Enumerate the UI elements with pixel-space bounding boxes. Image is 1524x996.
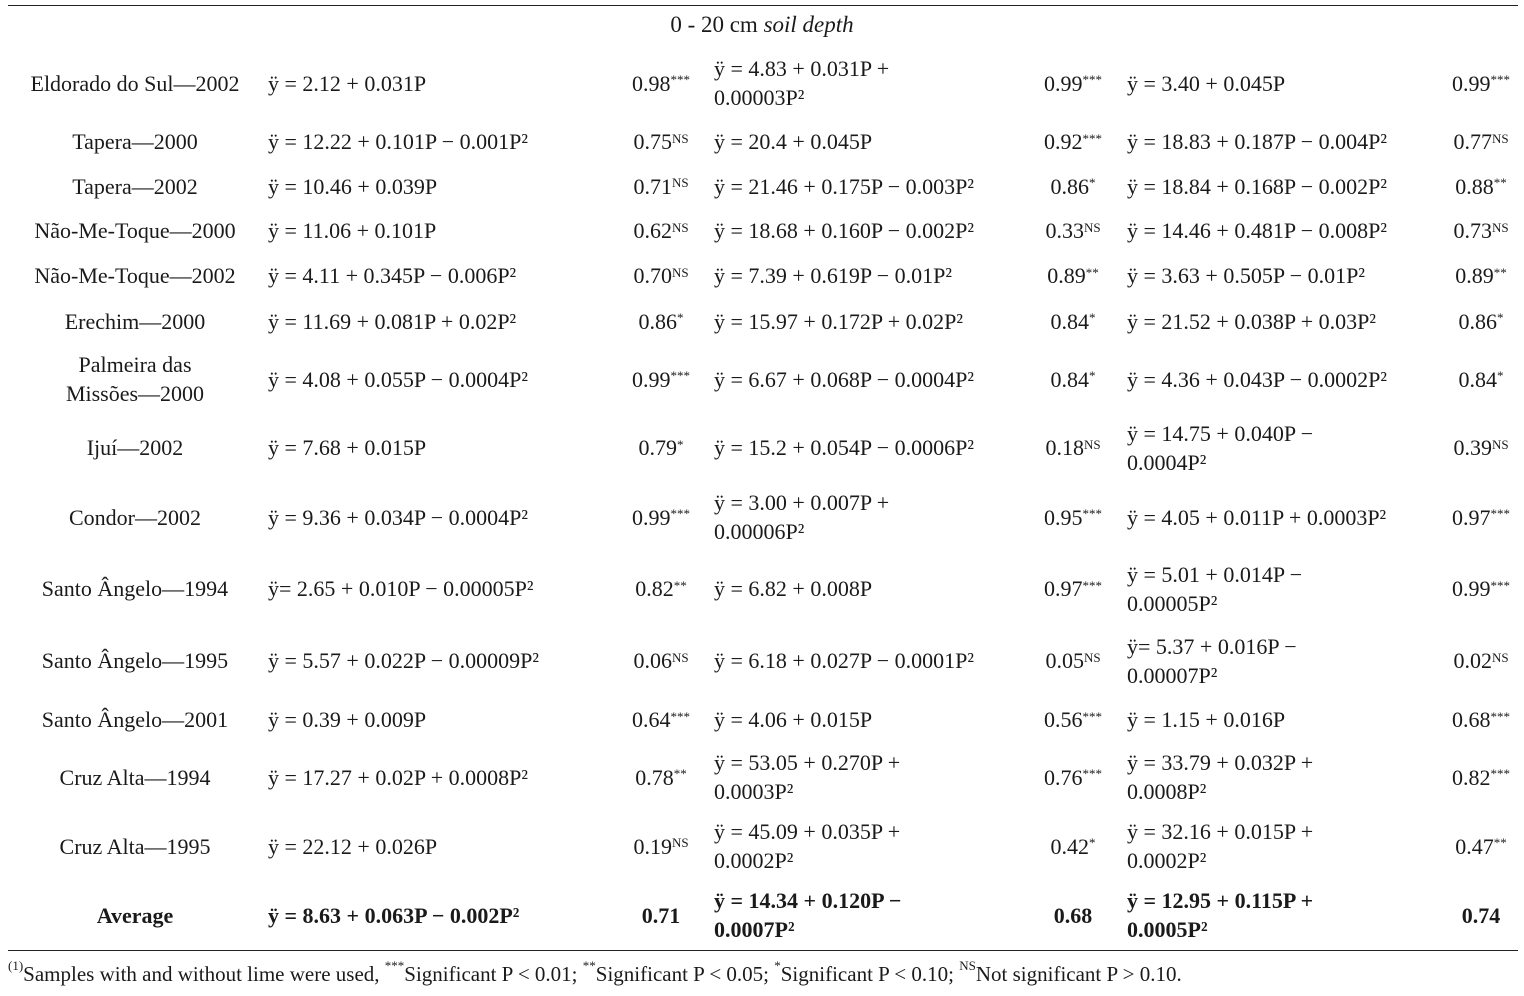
site-year-cell: [12, 880, 258, 950]
equation-cell-3: [1127, 624, 1439, 697]
significance-marker: **: [1493, 835, 1507, 850]
regression-equation: ÿ = 53.05 + 0.270P + 0.0003P²: [714, 750, 901, 804]
r2-value: 0.86: [638, 308, 677, 334]
equation-cell-1: [268, 164, 608, 208]
regression-equation: ÿ = 0.39 + 0.009P: [268, 707, 427, 732]
equation-cell-2: [714, 812, 1034, 880]
r2-cell-1: [612, 742, 710, 812]
r2-value: 0.71: [641, 902, 681, 928]
r2-cell-3: [1432, 253, 1524, 298]
site-year-label: Palmeira das Missões—2000: [65, 352, 205, 406]
regression-equation: ÿ = 22.12 + 0.026P: [268, 833, 438, 859]
significance-marker: ***: [670, 368, 690, 383]
table-row: [0, 812, 1524, 880]
regression-equation: ÿ = 2.12 + 0.031P: [268, 70, 427, 96]
regression-equation: ÿ = 21.52 + 0.038P + 0.03P²: [1127, 308, 1376, 334]
significance-marker: NS: [671, 835, 689, 850]
r2-cell-2: [1024, 742, 1122, 812]
r2-cell-3: [1432, 54, 1524, 112]
r2-cell-3: [1432, 164, 1524, 208]
significance-marker: ***: [670, 506, 690, 521]
regression-equation: ÿ = 14.34 + 0.120P − 0.0007P²: [714, 888, 902, 942]
regression-equation: ÿ = 18.68 + 0.160P − 0.002P²: [714, 218, 974, 243]
r2-value: 0.02: [1453, 648, 1492, 673]
r2-cell-1: [612, 697, 710, 742]
site-year-label: Cruz Alta—1995: [59, 833, 211, 859]
r2-cell-3: [1432, 298, 1524, 344]
r2-value: 0.73: [1453, 218, 1492, 243]
r2-value: 0.99: [1452, 576, 1491, 601]
site-year-cell: [12, 164, 258, 208]
r2-value: 0.98: [632, 70, 671, 96]
table-row: [0, 880, 1524, 950]
site-year-cell: [12, 697, 258, 742]
regression-equation: ÿ = 18.83 + 0.187P − 0.004P²: [1127, 129, 1387, 154]
regression-equation: ÿ = 15.2 + 0.054P − 0.0006P²: [714, 435, 974, 460]
significance-marker: ***: [1490, 708, 1510, 724]
significance-marker: **: [673, 577, 687, 593]
regression-equation: ÿ = 12.22 + 0.101P − 0.001P²: [268, 129, 528, 154]
regression-equation: ÿ = 21.46 + 0.175P − 0.003P²: [714, 173, 974, 199]
significance-marker: NS: [671, 130, 689, 146]
site-year-cell: [12, 624, 258, 697]
table-row: [0, 414, 1524, 481]
equation-cell-1: [268, 742, 608, 812]
r2-cell-1: [612, 54, 710, 112]
regression-equation: ÿ = 3.40 + 0.045P: [1127, 70, 1286, 96]
r2-value: 0.56: [1044, 707, 1083, 732]
significance-marker: *: [1497, 368, 1504, 383]
site-year-cell: [12, 481, 258, 553]
r2-value: 0.33: [1045, 218, 1084, 243]
footnote-marker: (1): [8, 958, 24, 973]
r2-cell-1: [612, 624, 710, 697]
table-row: [0, 54, 1524, 112]
significance-marker: *: [1089, 368, 1096, 383]
equation-cell-1: [268, 812, 608, 880]
table-row: [0, 742, 1524, 812]
significance-marker: ***: [1490, 766, 1510, 781]
significance-marker: NS: [1083, 219, 1101, 235]
r2-value: 0.99: [1044, 70, 1083, 96]
r2-value: 0.68: [1452, 707, 1491, 732]
r2-cell-1: [612, 119, 710, 164]
significance-marker: ***: [1490, 577, 1510, 593]
r2-cell-2: [1024, 812, 1122, 880]
significance-marker: *: [1089, 835, 1096, 850]
significance-marker: **: [1085, 264, 1099, 280]
r2-cell-1: [612, 553, 710, 624]
site-year-label: Tapera—2000: [72, 129, 198, 154]
table-header: [0, 8, 1524, 42]
equation-cell-2: [714, 253, 1034, 298]
regression-equation: ÿ= 2.65 + 0.010P − 0.00005P²: [268, 576, 534, 601]
r2-value: 0.92: [1044, 129, 1083, 154]
site-year-label: Ijuí—2002: [86, 435, 184, 460]
regression-equation: ÿ = 3.00 + 0.007P + 0.00006P²: [714, 490, 890, 544]
equation-cell-3: [1127, 880, 1439, 950]
header-soil-depth: soil depth: [763, 12, 854, 37]
significance-marker: ***: [1490, 72, 1510, 87]
equation-cell-1: [268, 344, 608, 414]
r2-value: 0.77: [1453, 129, 1492, 154]
r2-value: 0.05: [1045, 648, 1084, 673]
footnote-sig-3: *: [774, 958, 781, 973]
table-row: [0, 481, 1524, 553]
equation-cell-2: [714, 553, 1034, 624]
equation-cell-3: [1127, 481, 1439, 553]
r2-value: 0.18: [1045, 435, 1084, 460]
r2-value: 0.84: [1050, 366, 1089, 392]
significance-marker: NS: [1083, 436, 1101, 452]
r2-value: 0.42: [1050, 833, 1089, 859]
significance-marker: NS: [671, 175, 689, 190]
r2-value: 0.89: [1047, 263, 1086, 288]
significance-marker: *: [1497, 310, 1504, 325]
site-year-cell: [12, 553, 258, 624]
r2-value: 0.64: [632, 707, 671, 732]
significance-marker: ***: [1490, 506, 1510, 521]
regression-equation: ÿ = 18.84 + 0.168P − 0.002P²: [1127, 173, 1387, 199]
site-year-cell: [12, 812, 258, 880]
significance-marker: NS: [1491, 436, 1509, 452]
regression-equation: ÿ = 9.36 + 0.034P − 0.0004P²: [268, 504, 528, 530]
r2-cell-2: [1024, 253, 1122, 298]
r2-value: 0.89: [1455, 263, 1494, 288]
site-year-cell: [12, 742, 258, 812]
significance-marker: ***: [670, 708, 690, 724]
site-year-label: Santo Ângelo—1994: [41, 576, 229, 601]
r2-cell-1: [612, 164, 710, 208]
r2-value: 0.82: [635, 576, 674, 601]
equation-cell-2: [714, 54, 1034, 112]
equation-cell-2: [714, 624, 1034, 697]
r2-cell-2: [1024, 624, 1122, 697]
regression-equation: ÿ = 6.67 + 0.068P − 0.0004P²: [714, 366, 974, 392]
site-year-cell: [12, 298, 258, 344]
site-year-cell: [12, 54, 258, 112]
regression-equation: ÿ = 10.46 + 0.039P: [268, 173, 438, 199]
regression-equation: ÿ = 20.4 + 0.045P: [714, 129, 873, 154]
site-year-label: Eldorado do Sul—2002: [30, 70, 240, 96]
r2-cell-1: [612, 208, 710, 253]
r2-value: 0.99: [632, 366, 671, 392]
r2-value: 0.84: [1458, 366, 1497, 392]
r2-cell-3: [1432, 414, 1524, 481]
significance-marker: ***: [1082, 72, 1102, 87]
regression-equation: ÿ = 7.39 + 0.619P − 0.01P²: [714, 263, 952, 288]
r2-cell-3: [1432, 553, 1524, 624]
regression-equation: ÿ = 8.63 + 0.063P − 0.002P²: [268, 902, 520, 928]
equation-cell-2: [714, 208, 1034, 253]
r2-cell-1: [612, 414, 710, 481]
r2-value: 0.86: [1458, 308, 1497, 334]
significance-marker: *: [1089, 175, 1096, 190]
regression-equation: ÿ = 32.16 + 0.015P + 0.0002P²: [1127, 819, 1314, 873]
site-year-cell: [12, 414, 258, 481]
site-year-label: Santo Ângelo—1995: [41, 648, 229, 673]
equation-cell-1: [268, 481, 608, 553]
table-row: [0, 208, 1524, 253]
significance-marker: ***: [670, 72, 690, 87]
r2-value: 0.99: [632, 504, 671, 530]
site-year-cell: [12, 208, 258, 253]
equation-cell-3: [1127, 164, 1439, 208]
r2-value: 0.99: [1452, 70, 1491, 96]
equation-cell-2: [714, 481, 1034, 553]
significance-marker: **: [1493, 175, 1507, 190]
r2-cell-2: [1024, 54, 1122, 112]
site-year-label: Erechim—2000: [64, 308, 206, 334]
equation-cell-2: [714, 119, 1034, 164]
equation-cell-3: [1127, 298, 1439, 344]
regression-equation: ÿ = 15.97 + 0.172P + 0.02P²: [714, 308, 963, 334]
equation-cell-2: [714, 742, 1034, 812]
equation-cell-3: [1127, 742, 1439, 812]
significance-marker: NS: [1491, 130, 1509, 146]
equation-cell-1: [268, 880, 608, 950]
r2-cell-3: [1432, 481, 1524, 553]
equation-cell-1: [268, 119, 608, 164]
regression-equation: ÿ = 45.09 + 0.035P + 0.0002P²: [714, 819, 901, 873]
footnote-text-5: Not significant P > 0.10.: [975, 962, 1182, 986]
r2-cell-1: [612, 880, 710, 950]
regression-equation: ÿ = 17.27 + 0.02P + 0.0008P²: [268, 764, 528, 790]
regression-equation: ÿ = 7.68 + 0.015P: [268, 435, 427, 460]
footnote-text-1: Samples with and without lime were used,: [23, 962, 385, 986]
regression-equation: ÿ= 5.37 + 0.016P − 0.00007P²: [1127, 633, 1297, 688]
regression-equation: ÿ = 4.36 + 0.043P − 0.0002P²: [1127, 366, 1387, 392]
equation-cell-3: [1127, 414, 1439, 481]
r2-cell-1: [612, 344, 710, 414]
r2-value: 0.39: [1453, 435, 1492, 460]
footnote: [8, 958, 1182, 990]
equation-cell-2: [714, 344, 1034, 414]
footnote-text-4: Significant P < 0.10;: [780, 962, 960, 986]
table-row: [0, 553, 1524, 624]
r2-value: 0.74: [1461, 902, 1501, 928]
table-row: [0, 697, 1524, 742]
site-year-label: Tapera—2002: [72, 173, 198, 199]
footnote-sig-2: **: [582, 958, 596, 973]
r2-cell-3: [1432, 812, 1524, 880]
r2-cell-3: [1432, 880, 1524, 950]
regression-equation: ÿ = 3.63 + 0.505P − 0.01P²: [1127, 263, 1365, 288]
r2-value: 0.19: [633, 833, 672, 859]
equation-cell-3: [1127, 119, 1439, 164]
r2-cell-3: [1432, 697, 1524, 742]
r2-cell-3: [1432, 119, 1524, 164]
equation-cell-3: [1127, 344, 1439, 414]
r2-cell-1: [612, 298, 710, 344]
significance-marker: NS: [671, 649, 689, 665]
regression-equation: ÿ = 12.95 + 0.115P + 0.0005P²: [1127, 888, 1314, 942]
significance-marker: **: [1493, 264, 1507, 280]
regression-equation: ÿ = 14.46 + 0.481P − 0.008P²: [1127, 218, 1387, 243]
r2-cell-3: [1432, 344, 1524, 414]
equation-cell-1: [268, 298, 608, 344]
site-year-label: Cruz Alta—1994: [59, 764, 211, 790]
regression-equation: ÿ = 4.11 + 0.345P − 0.006P²: [268, 263, 517, 288]
table-row: [0, 253, 1524, 298]
significance-marker: NS: [1491, 219, 1509, 235]
r2-cell-1: [612, 253, 710, 298]
regression-equation: ÿ = 4.08 + 0.055P − 0.0004P²: [268, 366, 528, 392]
footnote-sig-4: NS: [959, 958, 976, 973]
r2-value: 0.79: [638, 435, 677, 460]
r2-cell-1: [612, 481, 710, 553]
site-year-label: Não-Me-Toque—2000: [34, 218, 236, 243]
equation-cell-1: [268, 697, 608, 742]
regression-equation: ÿ = 14.75 + 0.040P − 0.0004P²: [1127, 420, 1314, 475]
equation-cell-1: [268, 208, 608, 253]
r2-value: 0.86: [1050, 173, 1089, 199]
regression-equation: ÿ = 4.83 + 0.031P + 0.00003P²: [714, 56, 890, 110]
footnote-sig-1: ***: [384, 958, 405, 973]
header-depth: 0 - 20 cm: [670, 12, 758, 37]
equation-cell-2: [714, 880, 1034, 950]
regression-equation: ÿ = 6.18 + 0.027P − 0.0001P²: [714, 648, 974, 673]
r2-value: 0.71: [633, 173, 672, 199]
table-row: [0, 344, 1524, 414]
footnote-text-3: Significant P < 0.05;: [595, 962, 775, 986]
significance-marker: *: [677, 436, 684, 452]
r2-cell-2: [1024, 414, 1122, 481]
r2-value: 0.82: [1452, 764, 1491, 790]
r2-cell-2: [1024, 697, 1122, 742]
site-year-cell: [12, 344, 258, 414]
equation-cell-2: [714, 164, 1034, 208]
r2-value: 0.75: [633, 129, 672, 154]
r2-cell-3: [1432, 624, 1524, 697]
equation-cell-3: [1127, 54, 1439, 112]
r2-cell-2: [1024, 208, 1122, 253]
r2-value: 0.78: [635, 764, 674, 790]
r2-value: 0.68: [1053, 902, 1093, 928]
equation-cell-2: [714, 414, 1034, 481]
significance-marker: ***: [1082, 506, 1102, 521]
table-top-rule: [8, 5, 1518, 6]
significance-marker: *: [677, 310, 684, 325]
equation-cell-1: [268, 624, 608, 697]
equation-cell-1: [268, 253, 608, 298]
regression-equation: ÿ = 11.69 + 0.081P + 0.02P²: [268, 308, 517, 334]
equation-cell-2: [714, 697, 1034, 742]
r2-value: 0.70: [633, 263, 672, 288]
equation-cell-2: [714, 298, 1034, 344]
r2-cell-3: [1432, 742, 1524, 812]
site-year-label: Average: [96, 902, 174, 928]
significance-marker: NS: [1083, 649, 1101, 665]
r2-cell-2: [1024, 880, 1122, 950]
significance-marker: ***: [1082, 130, 1102, 146]
equation-cell-1: [268, 553, 608, 624]
regression-equation: ÿ = 33.79 + 0.032P + 0.0008P²: [1127, 750, 1314, 804]
r2-value: 0.88: [1455, 173, 1494, 199]
r2-value: 0.84: [1050, 308, 1089, 334]
r2-cell-2: [1024, 553, 1122, 624]
regression-equation: ÿ = 11.06 + 0.101P: [268, 218, 437, 243]
significance-marker: NS: [671, 219, 689, 235]
regression-equation: ÿ = 6.82 + 0.008P: [714, 576, 873, 601]
significance-marker: NS: [671, 264, 689, 280]
r2-cell-2: [1024, 119, 1122, 164]
table-bottom-rule: [8, 950, 1518, 951]
r2-value: 0.62: [633, 218, 672, 243]
significance-marker: *: [1089, 310, 1096, 325]
regression-equation: ÿ = 5.57 + 0.022P − 0.00009P²: [268, 648, 539, 673]
r2-value: 0.97: [1044, 576, 1083, 601]
r2-cell-2: [1024, 164, 1122, 208]
equation-cell-1: [268, 54, 608, 112]
equation-cell-3: [1127, 553, 1439, 624]
r2-cell-1: [612, 812, 710, 880]
equation-cell-3: [1127, 812, 1439, 880]
site-year-label: Santo Ângelo—2001: [41, 707, 229, 732]
site-year-cell: [12, 253, 258, 298]
r2-cell-2: [1024, 481, 1122, 553]
significance-marker: **: [673, 766, 687, 781]
equation-cell-3: [1127, 253, 1439, 298]
table-row: [0, 119, 1524, 164]
significance-marker: ***: [1082, 577, 1102, 593]
r2-cell-3: [1432, 208, 1524, 253]
significance-marker: ***: [1082, 766, 1102, 781]
r2-value: 0.06: [633, 648, 672, 673]
regression-equation: ÿ = 5.01 + 0.014P − 0.00005P²: [1127, 561, 1303, 616]
table-row: [0, 164, 1524, 208]
r2-value: 0.76: [1044, 764, 1083, 790]
equation-cell-1: [268, 414, 608, 481]
significance-marker: ***: [1082, 708, 1102, 724]
r2-cell-2: [1024, 298, 1122, 344]
r2-cell-2: [1024, 344, 1122, 414]
site-year-label: Não-Me-Toque—2002: [34, 263, 236, 288]
table-row: [0, 298, 1524, 344]
table-row: [0, 624, 1524, 697]
equation-cell-3: [1127, 208, 1439, 253]
regression-equation: ÿ = 4.06 + 0.015P: [714, 707, 873, 732]
significance-marker: NS: [1491, 649, 1509, 665]
footnote-text-2: Significant P < 0.01;: [404, 962, 583, 986]
r2-value: 0.95: [1044, 504, 1083, 530]
regression-equation: ÿ = 1.15 + 0.016P: [1127, 707, 1286, 732]
site-year-label: Condor—2002: [69, 504, 201, 530]
regression-equation: ÿ = 4.05 + 0.011P + 0.0003P²: [1127, 504, 1387, 530]
equation-cell-3: [1127, 697, 1439, 742]
site-year-cell: [12, 119, 258, 164]
r2-value: 0.47: [1455, 833, 1494, 859]
r2-value: 0.97: [1452, 504, 1491, 530]
